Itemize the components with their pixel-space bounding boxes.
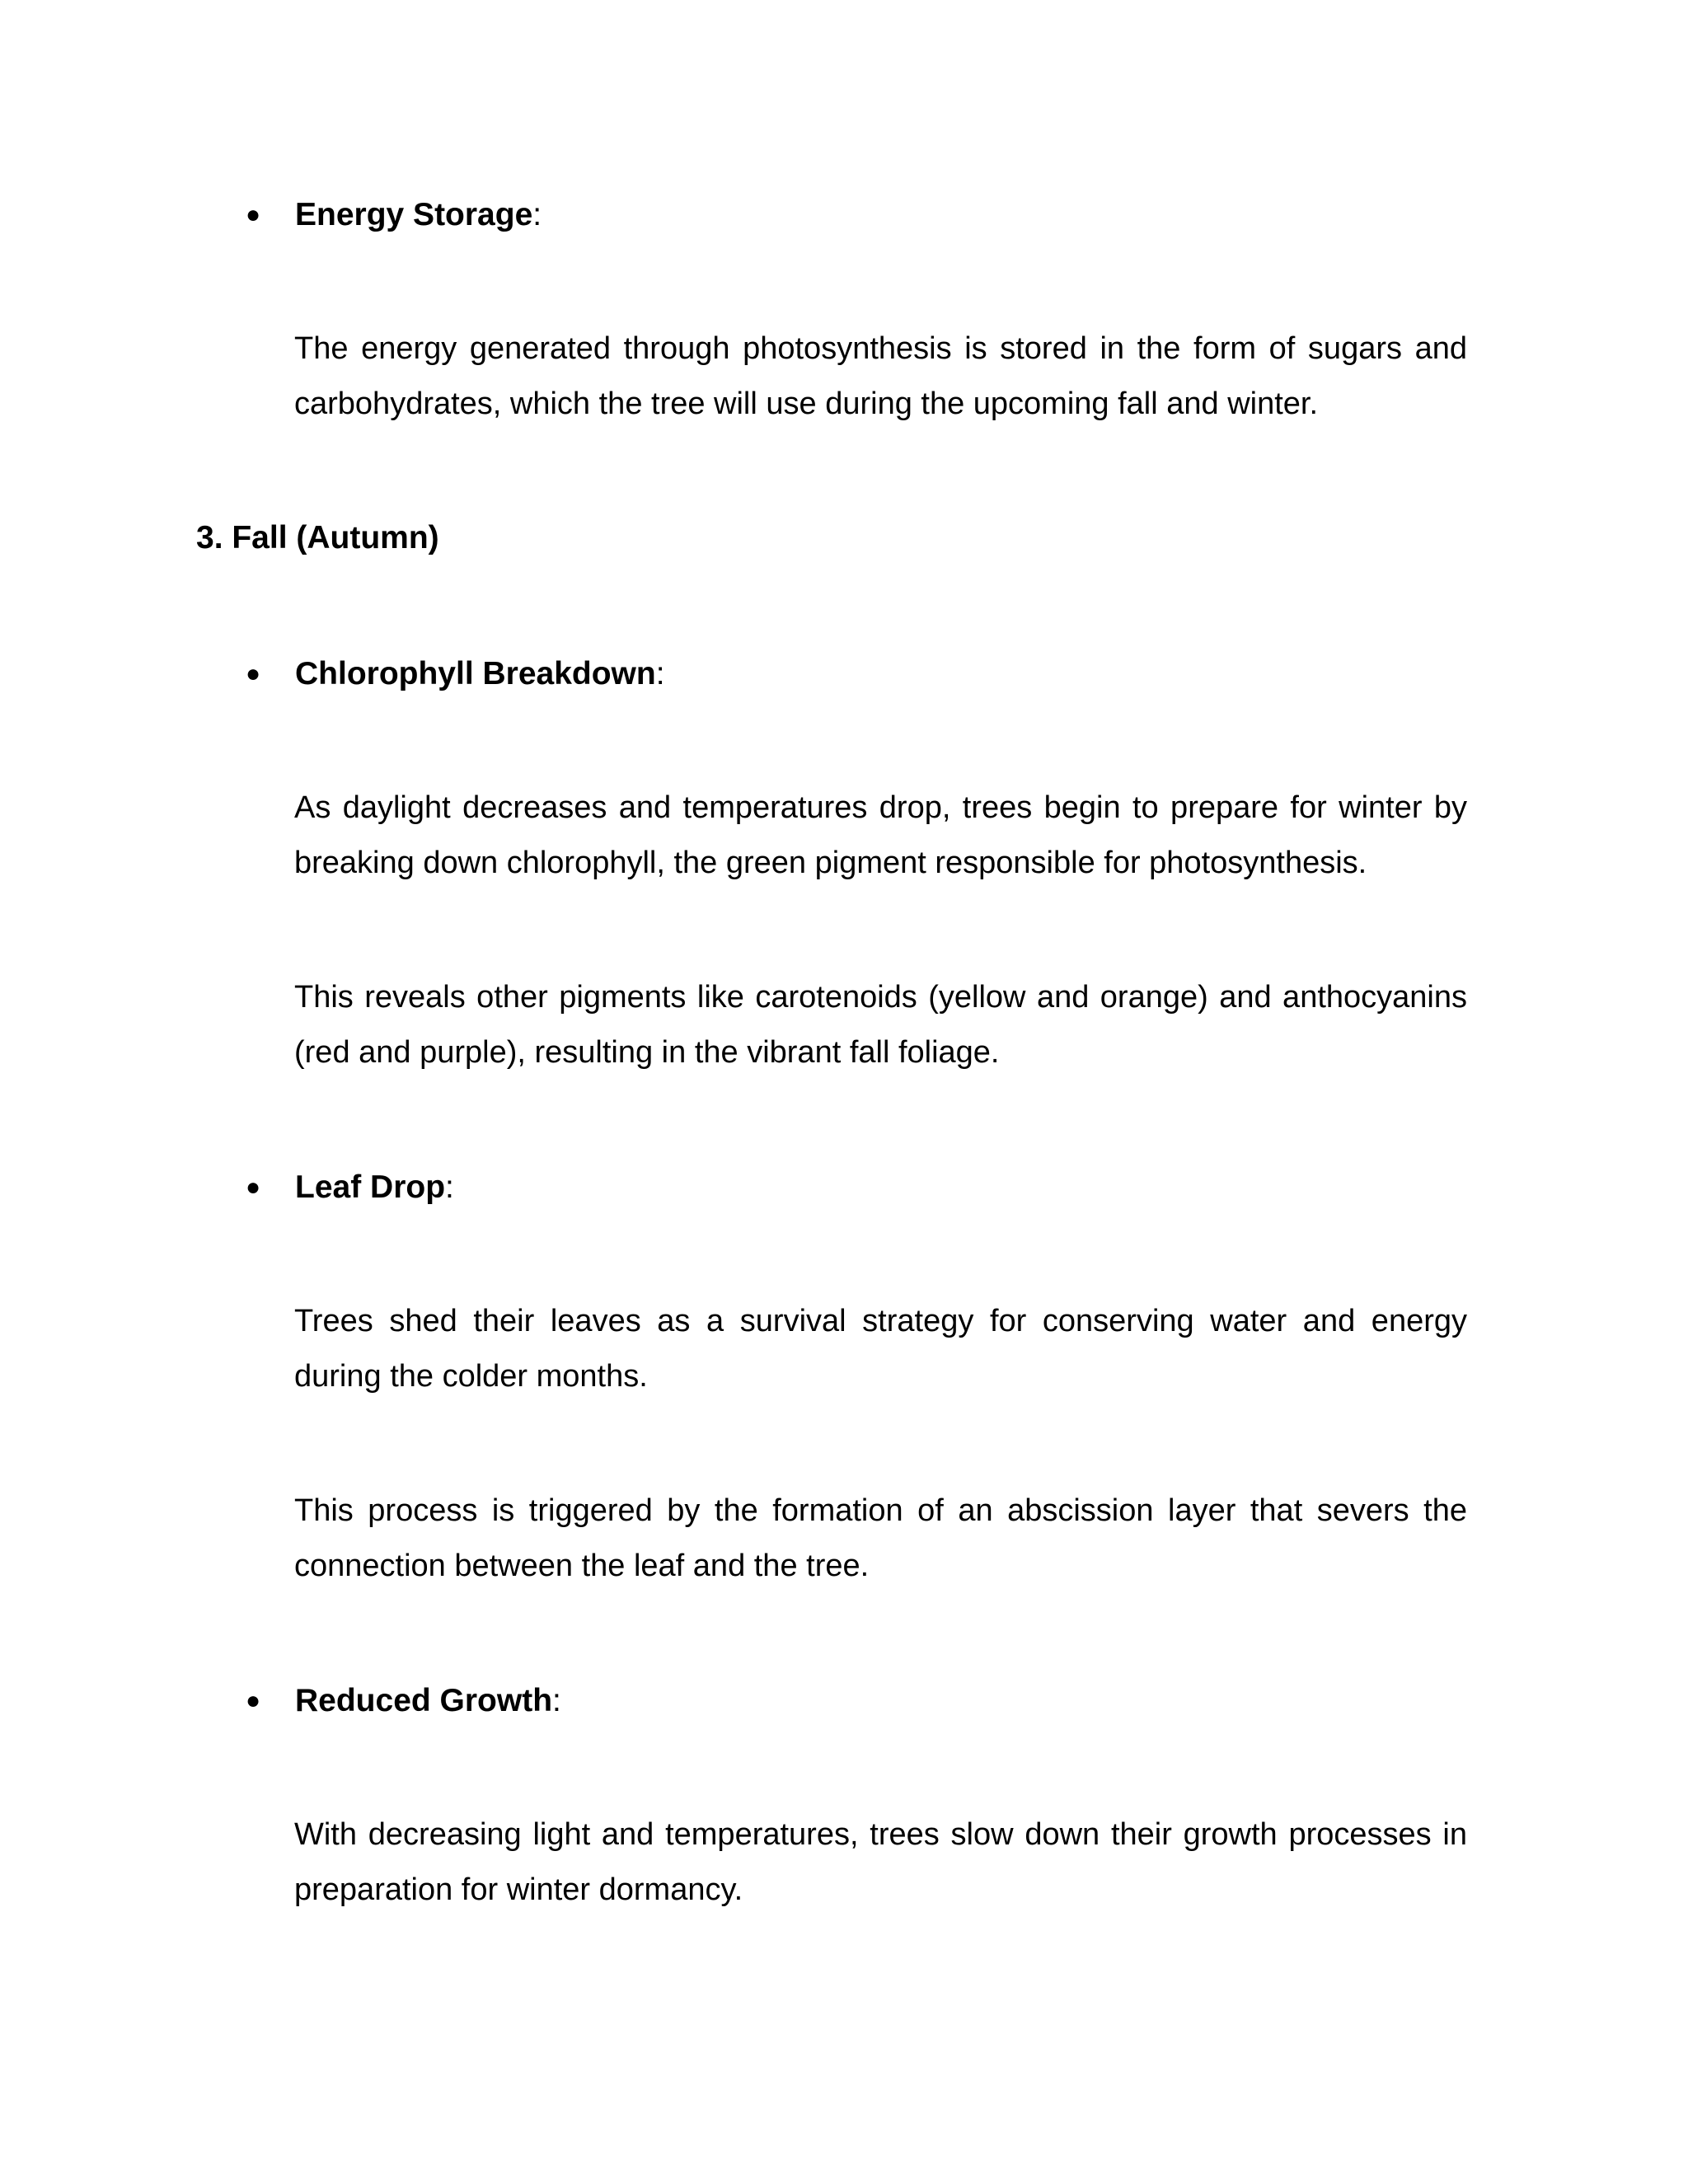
bullet-colon: : <box>655 656 665 691</box>
paragraph-chlorophyll-1: As daylight decreases and temperatures drop, trees begin to prepare for winter by breaking down chlorophyll, the green pigment responsible for photosynthesis. <box>294 790 1467 880</box>
paragraph-energy-storage: The energy generated through photosynthesis is stored in the form of sugars and carbohydrates, which the tree will use during the upcoming fall and winter. <box>294 331 1467 421</box>
bullet-energy-storage <box>246 195 542 235</box>
bullet-dot: ● <box>246 1687 261 1714</box>
bullet-title-reduced-growth: Reduced Growth <box>295 1683 553 1718</box>
bullet-reduced-growth <box>246 1681 561 1721</box>
bullet-dot: ● <box>246 1174 261 1201</box>
bullet-colon: : <box>532 197 542 232</box>
bullet-dot: ● <box>246 201 261 228</box>
bullet-colon: : <box>445 1169 454 1205</box>
bullet-leaf-drop <box>246 1168 454 1207</box>
section-heading-fall: 3. Fall (Autumn) <box>196 520 439 555</box>
bullet-chlorophyll-breakdown <box>246 654 665 694</box>
bullet-title-chlorophyll-breakdown: Chlorophyll Breakdown <box>295 656 656 691</box>
bullet-title-leaf-drop: Leaf Drop <box>295 1169 446 1205</box>
bullet-title-energy-storage: Energy Storage <box>295 197 533 232</box>
paragraph-leaf-drop-1: Trees shed their leaves as a survival strategy for conserving water and energy during the colder months. <box>294 1304 1467 1394</box>
bullet-dot: ● <box>246 660 261 687</box>
paragraph-reduced-growth: With decreasing light and temperatures, trees slow down their growth processes in preparation for winter dormancy. <box>294 1817 1467 1907</box>
bullet-colon: : <box>552 1683 561 1718</box>
paragraph-chlorophyll-2: This reveals other pigments like carotenoids (yellow and orange) and anthocyanins (red and purple), resulting in the vibrant fall foliage. <box>294 980 1467 1070</box>
paragraph-leaf-drop-2: This process is triggered by the formation of an abscission layer that severs the connection between the leaf and the tree. <box>294 1493 1467 1583</box>
